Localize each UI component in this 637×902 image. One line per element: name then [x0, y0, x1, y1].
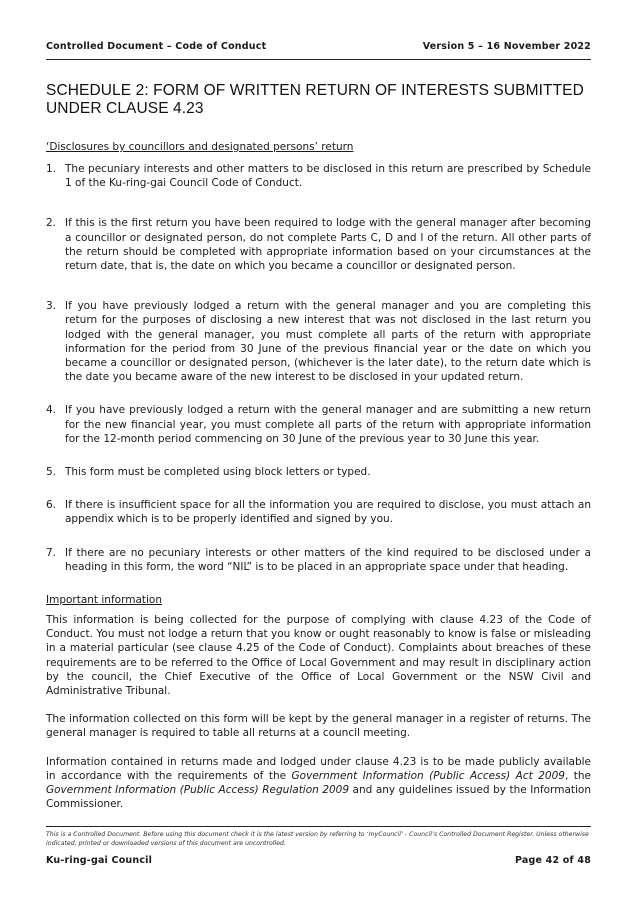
- list-item-text: If there is insufficient space for all the information you are required to disclose, you must attach an appendix which is to be properly identified and signed by you.: [65, 499, 591, 526]
- list-item: [46, 465, 591, 479]
- list-item: [46, 498, 591, 526]
- public-access-text-c: and any guidelines issued by the Information Commissioner.: [46, 784, 591, 811]
- page-content: [46, 82, 591, 812]
- list-item: [46, 403, 591, 446]
- list-item-number: 3.: [46, 300, 57, 313]
- list-item-text: This form must be completed using block letters or typed.: [65, 466, 371, 479]
- list-item-text: If this is the first return you have been required to lodge with the general manager after becoming a councillor or designated person, do not complete Parts C, D and I of the return. All other parts of the return should be completed with appropriate information based on your circumstances at the return date, that is, the date on which you became a councillor or designated person.: [65, 217, 591, 273]
- public-access-text-b: , the: [564, 769, 591, 782]
- important-information-heading: Important information: [46, 594, 162, 607]
- instructions-list: [46, 162, 591, 574]
- footer-page-number: Page 42 of 48: [515, 855, 591, 866]
- public-access-text-a: Information contained in returns made and lodged under clause 4.23 is to be made publicly available in accordance with the requirements of the: [46, 755, 591, 782]
- list-item-number: 4.: [46, 404, 57, 417]
- important-paragraph-public-access: [46, 755, 591, 812]
- important-paragraph-collection: This information is being collected for the purpose of complying with clause 4.23 of the Code of Conduct. You must not lodge a return that you know or ought reasonably to know is false or misleading in a material particular (see clause 4.25 of the Code of Conduct). Complaints about breaches of these requirements are to be referred to the Office of Local Government and may result in disciplinary action by the council, the Chief Executive of the Office of Local Government or the NSW Civil and Administrative Tribunal.: [46, 614, 591, 698]
- list-item-text: If you have previously lodged a return with the general manager and are submitting a new return for the new financial year, you must complete all parts of the return with appropriate information for the 12-month period commencing on 30 June of the previous year to 30 June this year.: [65, 404, 591, 445]
- list-item-text: If there are no pecuniary interests or other matters of the kind required to be disclosed under a heading in this form, the word “NIL” is to be placed in an appropriate space under that heading.: [65, 546, 591, 573]
- gipa-regulation-title: Government Information (Public Access) Regulation 2009: [46, 784, 350, 797]
- controlled-document-notice: This is a Controlled Document. Before using this document check it is the latest version by referring to ‘myCouncil’ - Council’s Controlled Document Register. Unless otherwise indicated, printed or downloaded versions of this document are uncontrolled.: [46, 826, 591, 848]
- list-item: [46, 162, 591, 190]
- list-item-number: 1.: [46, 163, 57, 175]
- header-version: Version 5 – 16 November 2022: [422, 41, 591, 52]
- list-item-number: 7.: [46, 546, 57, 559]
- list-item-number: 6.: [46, 499, 57, 512]
- list-item: [46, 546, 591, 574]
- footer-organisation: Ku-ring-gai Council: [46, 855, 153, 866]
- page-header: [46, 40, 591, 60]
- list-item: [46, 299, 591, 384]
- list-item-number: 2.: [46, 217, 57, 230]
- disclosures-heading: ‘Disclosures by councillors and designated persons’ return: [46, 141, 354, 153]
- gipa-act-title: Government Information (Public Access) Act 2009: [291, 769, 565, 782]
- list-item-text: If you have previously lodged a return with the general manager and you are completing this return for the purposes of disclosing a new interest that was not disclosed in the last return you lodged with the general manager, you must complete all parts of the return with appropriate information for the period from 30 June of the previous financial year or the date on which you became a councillor or designated person, (whichever is the later date), to the return date which is the date you became aware of the new interest to be disclosed in your updated return.: [65, 300, 591, 384]
- list-item-text: The pecuniary interests and other matters to be disclosed in this return are prescribed by Schedule 1 of the Ku-ring-gai Council Code of Conduct.: [65, 163, 591, 190]
- important-paragraph-register: The information collected on this form will be kept by the general manager in a register of returns. The general manager is required to table all returns at a council meeting.: [46, 713, 591, 740]
- page-title: SCHEDULE 2: FORM OF WRITTEN RETURN OF INTERESTS SUBMITTED UNDER CLAUSE 4.23: [46, 82, 584, 117]
- header-document-title: Controlled Document – Code of Conduct: [46, 41, 267, 52]
- list-item-number: 5.: [46, 466, 57, 479]
- list-item: [46, 216, 591, 273]
